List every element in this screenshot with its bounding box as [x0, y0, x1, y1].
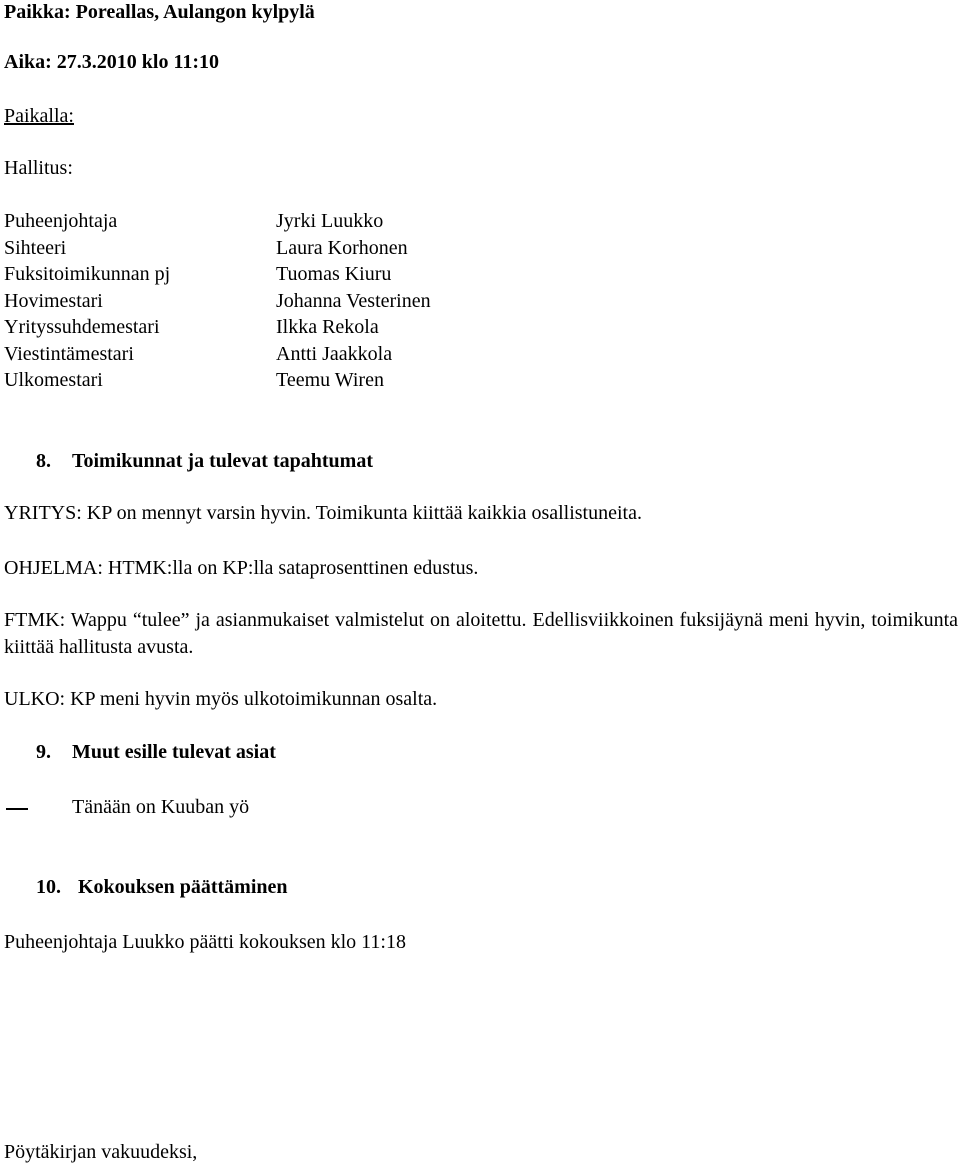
section-10-number: 10.: [36, 876, 61, 898]
section-8-paragraph: YRITYS: KP on mennyt varsin hyvin. Toimikunta kiittää kaikkia osallistuneita.: [4, 502, 642, 524]
present-heading: Paikalla:: [4, 105, 74, 127]
roster-role: Yrityssuhdemestari: [4, 316, 160, 338]
board-roster: [4, 208, 431, 394]
section-9-title: Muut esille tulevat asiat: [72, 741, 276, 763]
section-10-title: Kokouksen päättäminen: [78, 876, 288, 898]
roster-role: Fuksitoimikunnan pj: [4, 263, 171, 285]
roster-name: Ilkka Rekola: [276, 316, 379, 338]
list-item: Tänään on Kuuban yö: [72, 796, 250, 818]
roster-name: Antti Jaakkola: [276, 342, 393, 365]
roster-role: Sihteeri: [4, 236, 67, 259]
roster-role: Viestintämestari: [4, 342, 134, 365]
section-10-paragraph: Puheenjohtaja Luukko päätti kokouksen klo 11:18: [4, 931, 406, 953]
section-8-paragraph: ULKO: KP meni hyvin myös ulkotoimikunnan osalta.: [4, 688, 438, 710]
roster-role: Puheenjohtaja: [4, 210, 118, 232]
signature-line: Pöytäkirjan vakuudeksi,: [4, 1141, 198, 1163]
roster-name: Jyrki Luukko: [276, 210, 384, 232]
roster-name: Laura Korhonen: [276, 236, 408, 259]
roster-row: [4, 314, 431, 341]
roster-row: [4, 288, 431, 315]
meeting-place: Paikka: Poreallas, Aulangon kylpylä: [4, 1, 315, 23]
roster-role: Ulkomestari: [4, 369, 103, 391]
roster-row: [4, 261, 431, 288]
section-8-paragraph: OHJELMA: HTMK:lla on KP:lla sataprosenttinen edustus.: [4, 557, 479, 579]
roster-name: Johanna Vesterinen: [276, 289, 431, 312]
roster-row: [4, 341, 431, 368]
roster-row: [4, 235, 431, 262]
roster-row: [4, 367, 431, 394]
list-dash-icon: [6, 808, 28, 810]
section-8-title: Toimikunnat ja tulevat tapahtumat: [72, 450, 373, 472]
section-9-number: 9.: [36, 741, 51, 763]
meeting-time: Aika: 27.3.2010 klo 11:10: [4, 51, 220, 73]
roster-row: [4, 208, 431, 235]
section-8-paragraph: FTMK: Wappu “tulee” ja asianmukaiset valmistelut on aloitettu. Edellisviikkoinen fuksijäynä meni hyvin, toimikunta kiittää hallitusta avusta.: [4, 609, 958, 658]
section-8-number: 8.: [36, 450, 51, 472]
roster-name: Teemu Wiren: [276, 369, 384, 391]
roster-role: Hovimestari: [4, 289, 103, 312]
roster-name: Tuomas Kiuru: [276, 263, 392, 285]
board-label: Hallitus:: [4, 157, 73, 179]
